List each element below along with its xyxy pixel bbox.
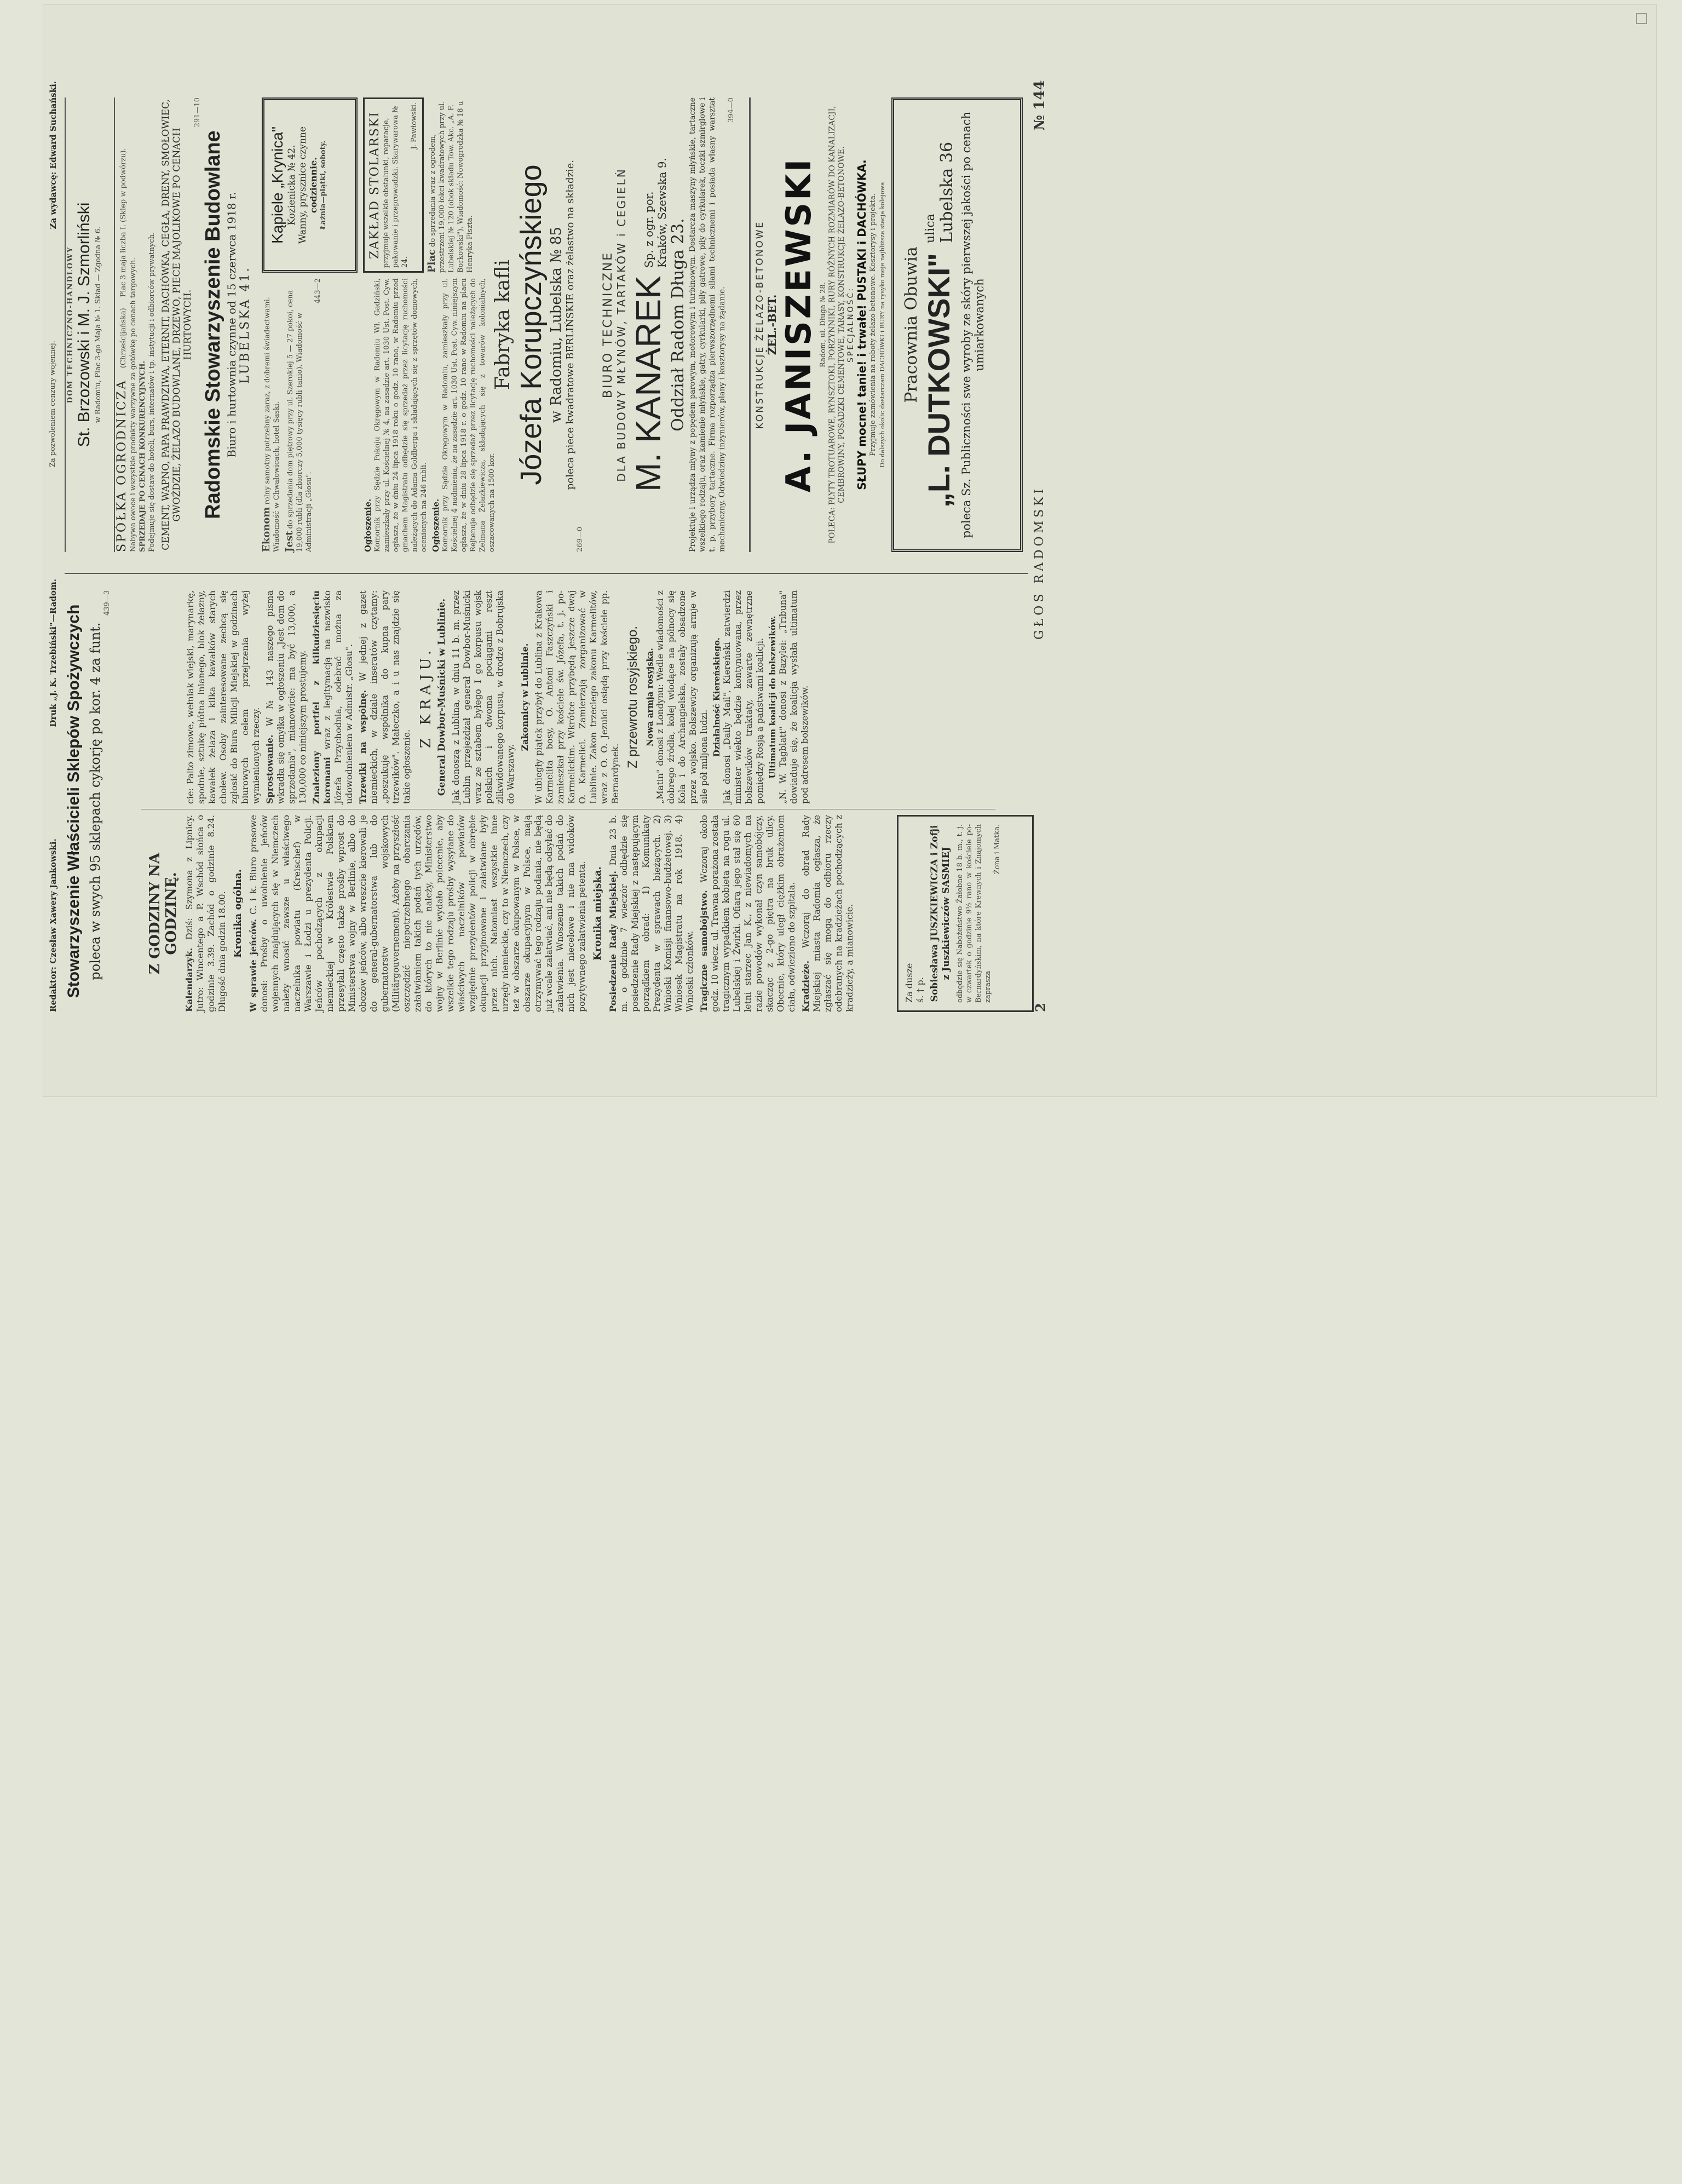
- jest-ref: 443—2: [314, 278, 322, 304]
- mourning-text: odbędzie się Nabożeństwo Żałobne 18 b. m., t. j. w czwartek o godzinie 9½ rano w kościele po-Bernardyńskim, na które Krewnych i Znajomych zaprasza: [956, 824, 992, 1003]
- dutkowski-addr: Lubelska 36: [937, 141, 957, 243]
- ogloszenie-1-text: Komornik przy Sędzie Pokoju Okręgowym w Radomiu Wł. Gadziński, zamieszkały przy ul. Kościelnej № 4, na zasadzie art. 1030 Ust. Post. Cyw. ogłasza, że w dniu 24 lipca 1918 roku o godz. 10 rano, w Radomiu przed gmachem Magistratu odbędzie się sprzedaż przez licytację ruchomości należących do Adama Goldberga i składających się z sprzętów domowych, ocenionych na 246 rubli.: [373, 278, 428, 552]
- kanarek-top: BIURO TECHNICZNE: [601, 251, 615, 399]
- mourning-notice: [897, 815, 1034, 1012]
- c2-p5: Jak donoszą z Lublina, w dniu 11 b. m. przez Lublin przejeżdżał generał Dowbor-Muśnicki wraz ze sztabem byłego I go korpusu wojsk polskich i dwoma pociągami reszt zlikwidowanego korpusu, w drodze z Bobrujska do Warszawy.: [451, 590, 516, 804]
- footer-redaktor: Redaktor: Czesław Xawery Jankowski.: [48, 838, 58, 1012]
- spolka-text: Nabywa owoce i wszystkie produkty warzywne za gotówkę po cenach targowych.: [129, 257, 137, 552]
- ogloszenie-1-title: Ogłoszenie.: [363, 498, 373, 552]
- c2-p2-lead: Sprostowanie.: [264, 734, 275, 804]
- rsb-biuro: Biuro i hurtownia czynne od 15 czerwca 1918 r.: [225, 192, 238, 458]
- notices-right: [363, 97, 486, 273]
- janiszewski-note2: Do dalszych okolic dostarczam DACHÓWKI i RURY na rysyko moje najbliższa stacja kolejowa: [879, 182, 886, 468]
- half-divider: [65, 573, 1028, 574]
- c2-p9: „N. W. Tagblatt" donosi z Bazylei: „Tribuna" dowiaduje się, że koalicja wysłała ultimatum pod adresem bolszewików.: [777, 590, 810, 804]
- spolka-addr: Plac 3 maja liczba I. (Sklep w podwórzu).: [119, 148, 128, 297]
- krynica-title: Kąpiele „Krynica": [269, 127, 286, 244]
- zaklad-sign: J. Pawłowski.: [410, 102, 418, 150]
- stowarzyszenie-title: Stowarzyszenie Właścicieli Sklepów Spożywczych: [65, 604, 83, 998]
- kanarek-name: M. KANAREK: [629, 275, 668, 492]
- janiszewski-slupy: SŁUPY mocne! tanie! i trwałe! PUSTAKI i DACHÓWKA.: [855, 159, 868, 490]
- c2-p4-lead: Trzewiki na wspólnę.: [358, 689, 368, 804]
- rsb-ref: 291—10: [193, 97, 201, 128]
- przewrot-heading: Z przewrotu rosyjskiego.: [625, 625, 640, 769]
- janiszewski-text: POLECA: PŁYTY TROTUAROWE, RYNSZTOKI, PORZYNNIKI, RURY RÓŻNYCH ROZMIARÓW DO KANALIZACJI, CEMBROWINY, POSADZKI CEMENTOWE, TARASY, KONSTRUKCJE ŻELAZO-BETONOWE.: [828, 106, 846, 544]
- kanarek-oddzial: Oddział Radom Długa 23.: [669, 218, 688, 432]
- p3-lead: Tragiczne samobójstwo.: [699, 890, 709, 1012]
- p4-lead: Kradzieże.: [800, 960, 811, 1012]
- calendar-text: Dziś: Szymona z Lipnicy. Jutro: Wincentego a P. Wschód słońca o godzinie 3.39. Zachód o godzinie 8.24. Długość dnia godzin 18.00.: [184, 814, 227, 1012]
- c2-p3-lead: Znaleziony portfel z kilkudziesięciu koronami: [311, 590, 332, 804]
- rsb-title: Radomskie Stowarzyszenie Budowlane: [201, 130, 224, 519]
- zakonnicy-heading: Zakonnicy w Lublinie.: [520, 643, 530, 751]
- p1-text: C. i k. Biuro prasowe donosi: Prośby o uwolnienie jeńców wojennych znajdujących się w Niemczech należy wnosić zawsze u właściwego naczelnika powiatu (Kreischef) w Warszawie i Łodzi u prezydenta Policji. Jeńców pochodzących z okupacji niemieckiej w Królestwie Polskiem przesyłali często także prośby wprost do Ministerstwa wojny w Berlinie, albo do obozów jeńców, albo wreszcie kierowali je do general-gubernatorstwa lub do gubernatorstw wojskowych (Militärgouvernement). Ażeby na przyszłość oszczędzić niepotrzebnego obarczania załatwianiem takich podań tych urzędów, do których to nie należy, Ministerstwo wojny w Berlinie wydało polecenie, aby wszelkie tego rodzaju prośby wysyłane do właściwych naczelników powiatów względnie prezydentów policji w obrębie okupacji przyjmowane i załatwiane były przez nich. Natomiast wszystkie inne urzędy niemieckie, czy to w Niemczech, czy też w obszarze okupowanym w Polsce, w obszarze okupacyjnym w Polsce, mają otrzymywać tego rodzaju podania, nie będą już wcale załatwiać, ani nie będą odsyłać do załatwienia. Wnoszenie takich podań do nich jest niecelowe i nie ma widoków pozytywnego załatwienia petenta.: [248, 815, 587, 1012]
- korupczynski-name: Józefa Korupczyńskiego: [515, 164, 548, 485]
- kierenski-heading: Działalność Kiereńskiego.: [712, 637, 722, 757]
- kanarek-krakow: Kraków, Szewska 9.: [655, 158, 669, 268]
- dutkowski-line1: Pracownia Obuwia: [902, 246, 921, 403]
- jest-title: Jest: [284, 531, 295, 552]
- dutkowski-text: poleca Sz. Publiczności swe wyroby ze skóry pierwszej jakości po cenach umiarkowanych: [960, 111, 986, 538]
- brzozowski-addr: w Radomiu, Plac 3-go Maja № 1. Skład — Zgodna № 6.: [94, 226, 102, 423]
- footer-cenzura: Za pozwoleniem cenzury wojennej.: [49, 341, 57, 468]
- korupczynski-top: Fabryka kafli: [492, 259, 514, 390]
- publication-title: GŁOS RADOMSKI: [1033, 485, 1046, 640]
- p2-lead: Posiedzenie Rady Miejskiej.: [608, 871, 618, 1012]
- kanarek-sp: Sp. z ogr. por.: [642, 191, 655, 268]
- ultimatum-heading: Ultimatum koalicji do bolszewików.: [768, 616, 777, 779]
- p2-text: Dnia 23 b. m. o godzinie 7 wieczór odbędzie się posiedzenie Rady Miejskiej z następującym porządkiem obrad: 1) Komunikaty Prezydenta w sprawach bieżących. 2) Wnioski Komisji finansowo-budżetowej. 3) Wniosek Magistratu na rok 1918. 4) Wnioski członków.: [608, 815, 695, 1012]
- rotated-newspaper-page: [43, 4, 1657, 1094]
- column-1: [141, 815, 891, 1012]
- janiszewski-top: KONSTRUKCJE ŻELAZO-BETONOWE: [754, 220, 765, 429]
- newspaper-scan: [43, 4, 1657, 1097]
- rsb-text: CEMENT, WAPNO, PAPA PRAWDZIWA, ETERNIT, DACHÓWKA, CEGŁA, DRENY, SMOŁOWIEC, GWOŹDZIE, ŻELAZO BUDOWLANE, DRZEWO, PIECE MAJOLIKOWE PO CENACH HURTOWYCH.: [160, 99, 193, 550]
- korupczynski-ref: 269—0: [576, 526, 584, 552]
- janiszewski-note: Przyjmuje zamówienia na roboty żelazo-betonowe. Kosztorysy i projekta.: [869, 193, 877, 456]
- brzozowski-ad: [65, 97, 112, 552]
- c2-p6: W ubiegły piątek przybył do Lublina z Krakowa Karmelita bosy, O. Antoni Faszczyński i zamieszkał przy kościele św. Józefa, t. j. po-Karmelickim. Wkrótce przybędą jeszcze dwaj O. Karmelici. Zamierzają zorganizować w Lublinie. Zakon trzeciego zakonu Karmelitów, wraz z O. O. Jezuici osiądą przy kościele pp. Bernardynek.: [533, 590, 620, 804]
- janiszewski-ad: [754, 97, 886, 552]
- c2-p7: „Matin" donosi z Londynu: Wedle wiadomości z dobrego źródła, kolej wiodące na północy się Kola i do Archangielska, zostały obsadzone przez wojsko. Bolszewicy organizują armje w sile pół miljona ludzi.: [655, 590, 709, 804]
- rsb-ad: [201, 97, 256, 552]
- kanarek-ad: [601, 97, 751, 552]
- notices-left: [363, 278, 496, 552]
- korupczynski-addr: w Radomiu, Lubelska № 85: [548, 227, 564, 423]
- stowarzyszenie-ad: [65, 590, 136, 1012]
- zaklad-text: przyjmuje wszelkie obstalunki, reparacje, pakowanie i przeprowadzki. Skarywarowa № 24.: [382, 106, 409, 268]
- section-heading: Z GODZINY NA GODZINĘ.: [147, 853, 180, 974]
- brzozowski-name: St. Brzozowski i M. J. Szmorliński: [75, 202, 93, 447]
- p3-text: Wczoraj około godz. 10 wiecz. ul. Trawna porażona została tragicznym wypadkiem kobieta na rogu ul. Lubelskiej i Żwirki. Ofiarą jego stał się 60 letni starzec Jan K., z niewiadomych na razie powodów wykonał czyn samobójczy, skacząc z 2-go piętra na bruk ulicy. Obecnie, który uległ ciężkim obrażeniom ciała, odwieziono do szpitala.: [699, 815, 797, 1012]
- brzozowski-top: DOM TECHNICZNO-HANDLOWY: [66, 246, 74, 404]
- kanarek-ref: 394—0: [727, 97, 735, 123]
- dutkowski-ulica: ulica: [924, 214, 937, 243]
- ogloszenie-2-title: Ogłoszenie.: [431, 498, 441, 552]
- jest-text: do sprzedania dom piętrowy przy ul. Szerokiej 5 — 27 pokoi, cena 19,000 rubli (dla zbiorczy 5,000 tysięcy rubli tanio). Wiadomość w Administracji „Głosu".: [286, 290, 313, 552]
- spolka-title: SPÓŁKA OGRODNICZA: [115, 379, 129, 552]
- stowarzyszenie-text: poleca w swych 95 sklepach cykorję po kor. 4 za funt.: [88, 622, 103, 980]
- column-2: [185, 590, 1006, 804]
- kronika-miejska: Kronika miejska.: [592, 866, 603, 961]
- z-kraju-heading: Z KRAJU.: [418, 646, 434, 749]
- kronika-ogolna: Kronika ogólna.: [232, 869, 244, 958]
- krynica-addr: Kozienicka № 42.: [286, 145, 297, 226]
- p4-text: Wczoraj do obrad Rady Miejskiej miasta Radomia ogłasza, że zgłaszać się mogą do odbioru rzeczy odebranych na kradzieżach pochodzących z kradzieży, a mianowicie.: [800, 815, 855, 1012]
- c2-p8: Jak donosi „Daily Mail", Kiereński zatwierdzi minister wiekto będzie kontynuowana, przez bolszewików traktaty, zawarte zewnętrzne pomiędzy Rosją a państwami koalicji.: [722, 590, 765, 804]
- zaklad-stolarski-ad: [363, 97, 424, 273]
- korupczynski-ad: [492, 97, 596, 552]
- plac-title: Plac: [426, 249, 437, 273]
- krynica-ad: [262, 97, 358, 273]
- c2-p1: cie: Palto zimowe, wełniak wiejski, marynarkę, spodnie, sztukę płótna lnianego, blok żelazny, kawałek żelaza i kilka kawałków starych chołew. Osoby zainteresowane zechcą się zgłosić do Biura Milicji Miejskiej w godzinach biurowych celem przejrzenia wyżej wymienionych rzeczy.: [185, 590, 261, 804]
- notices-lower-left: [262, 278, 358, 552]
- footer: [48, 81, 61, 1012]
- footer-wydawca: Za wydawcę: Edward Suchański.: [48, 81, 58, 229]
- janiszewski-name: A. JANISZEWSKI: [779, 157, 819, 493]
- footer-druk: Druk „J. K. Trzebiński"—Radom.: [48, 578, 58, 727]
- c2-p2: W № 143 naszego pisma wkradła się omyłka w ogłoszeniu „Jest dom do sprzedania", mianowicie: ma być 13,000, a 130,000 co niniejszym prostujemy.: [264, 590, 308, 804]
- rsb-goods: [160, 97, 199, 552]
- zaklad-title: ZAKŁAD STOLARSKI: [368, 111, 382, 259]
- page-number: 2: [1033, 1003, 1049, 1012]
- c2-p3: wraz z legitymacją na nazwisko Józefa Przychodnia, odebrać można za udowodnieniem w Admistr. „Głosu".: [322, 590, 354, 804]
- corner-marker: [1636, 13, 1647, 24]
- mourning-sign: Żona i Matka.: [993, 824, 1001, 875]
- stowarzyszenie-ref: 439—3: [103, 590, 111, 616]
- issue-number: № 144: [1032, 80, 1048, 130]
- ekonom-text: rolny samotny potrzebny zaraz, z dobremi świadectwami. Wiadomość w Chwałowicach, hotel Saski.: [263, 297, 281, 552]
- nowa-armja-heading: Nowa armja rosyjska.: [645, 648, 655, 746]
- kanarek-text: Projektuje i urządza młyny z popędem parowym, motorowym i turbinowym. Dostarcza maszyny młyńskie, tartaczne wszelkiego rodzaju, oraz kamienie młyńskie, gatry, cyrkularki, piły gatrowe, piły do cyrkularek, toczki szmirglowe i t. p. przybory tartaczne. Firma rozporządza pierwszorzędnemi siłami technicznemi i posiada własny warsztat mechaniczny. Odwiedziny inżynierów, plany i kosztorysy na żądanie.: [688, 97, 727, 552]
- spolka-sub: (Chrześcijańska): [119, 308, 128, 369]
- calendar-label: Kalendarzyk.: [184, 947, 194, 1012]
- mourning-names: Sobiesława JUSZKIEWICZA i Zofji z Juszkiewiczów SASMIEJ: [929, 825, 952, 1002]
- rsb-addr: LUBELSKA 41.: [238, 266, 252, 384]
- plac-text: do sprzedania wraz z ogrodem, przestrzeni 19,000 łokci kwadratowych przy ul. Lubelskiej № 120 (obok składu Tow. Akc. „A. F. Borkowski"). Wiadomość: Nowogrodzka № 18 u Henryka Fiszta.: [429, 101, 474, 273]
- spolka-text3: Podejmuje się dostaw do hoteli, burs, internatów i tp. instytucji i odbiorców prywatnych.: [148, 232, 156, 552]
- mourning-top: Za dusze: [904, 963, 914, 1003]
- dutkowski-name: „L. DUTKOWSKI": [921, 252, 956, 508]
- janiszewski-addr: Radom, ul. Długa № 28.: [819, 282, 827, 367]
- janiszewski-zel: ŻEL.-BET.: [765, 294, 779, 355]
- c2-p4: W jednej z gazet niemieckich, w dziale inseratów czytamy: „poszukuję wspólnika do kupna pary trzewików". Małeczko, a i u nas znajdzie się takie ogłoszenie.: [358, 590, 412, 804]
- ogloszenie-2-text: Komornik przy Sądzie Okręgowym w Radomiu, zamieszkały przy ul. Kościelnej 4 nadmienia, że na zasadzie art. 1030 Ust. Post. Cyw. niniejszym ogłasza, że w dniu 28 lipca 1918 r. o godz. 10 rano w Radomiu na placu Rejtenuje odbędzie się sprzedaż przez licytację ruchomości należących do Zelmana Żelazkiewicza, składających się z towarów kolonialnych, oszacowanych na 1500 kor.: [441, 278, 496, 552]
- spolka-text2: SPRZEDAJE PO CENACH KONKURENCYJNYCH.: [139, 360, 147, 552]
- dutkowski-ad: [891, 97, 1023, 552]
- mourning-top2: ś. † p.: [915, 977, 925, 1003]
- korupczynski-text: poleca piece kwadratowe BERLIŃSKIE oraz żelastwo na składzie.: [564, 159, 576, 490]
- spolka-ogrodnicza-ad: [114, 97, 159, 552]
- general-heading: General Dowbor-Muśnicki w Lublinie.: [436, 598, 447, 796]
- krynica-laznia: Łaźnia—piątki, soboty.: [319, 140, 327, 230]
- krynica-daily: codziennie.: [308, 157, 319, 214]
- janiszewski-spec: SPECJALNOŚĆ:: [846, 286, 855, 363]
- p1-lead: W sprawie jeńców.: [248, 919, 258, 1012]
- kanarek-top2: DLA BUDOWY MŁYNÓW, TARTAKÓW i CEGIELŃ: [615, 168, 628, 482]
- ekonom-title: Ekonom: [261, 507, 272, 552]
- krynica-text: Wanny, prysznice czynne: [297, 127, 308, 244]
